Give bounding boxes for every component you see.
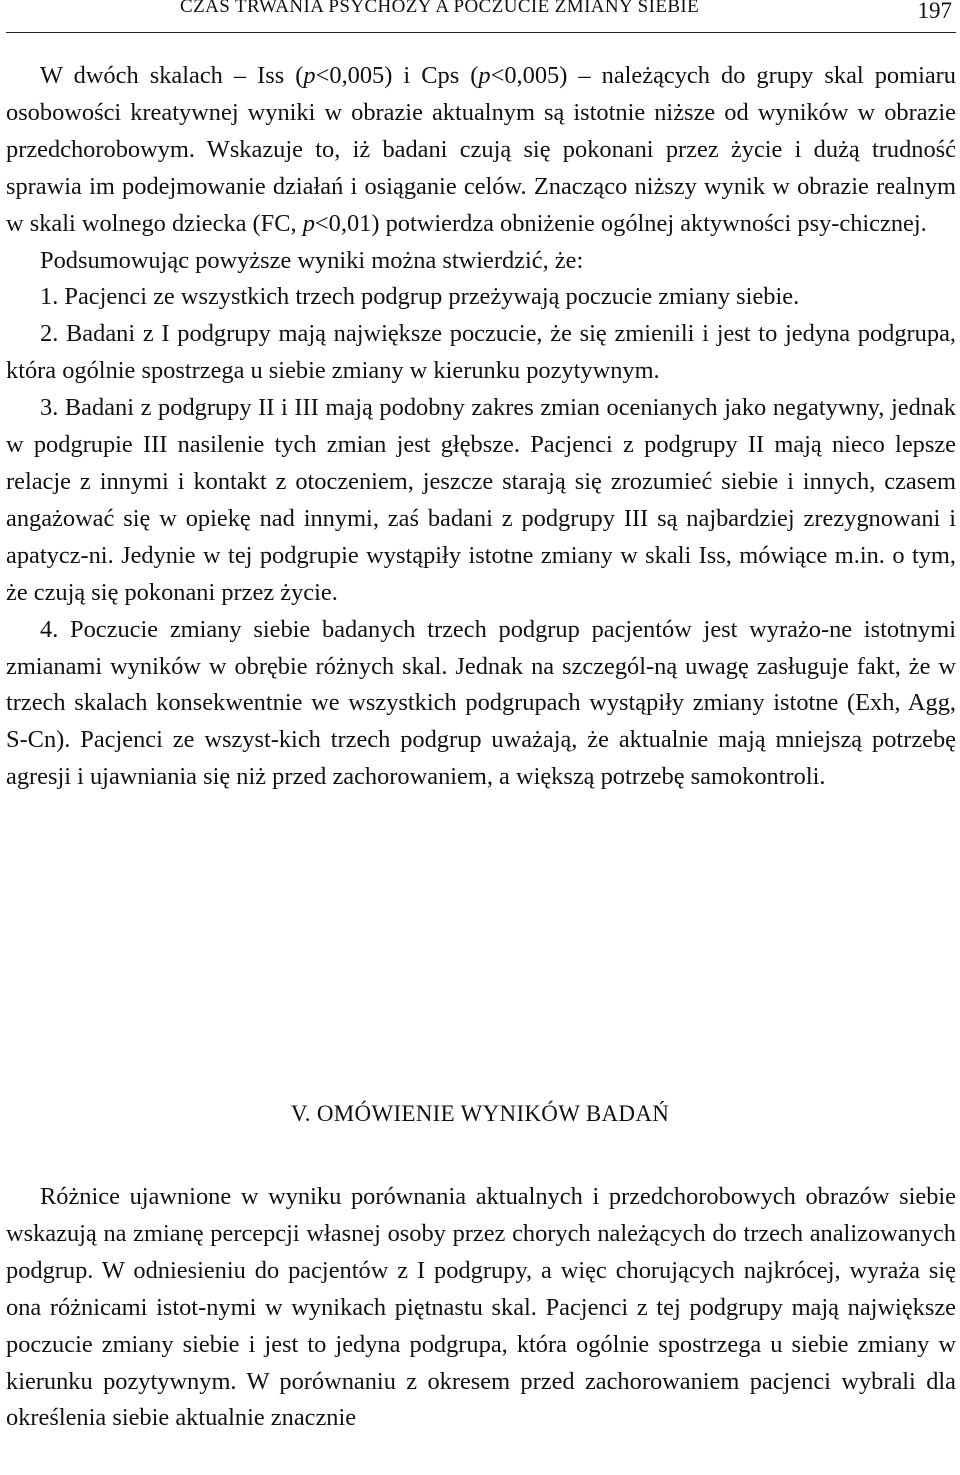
- p-value-symbol: p: [478, 62, 491, 89]
- header-rule: [6, 32, 956, 33]
- paragraph-iss-cps: W dwóch skalach – Iss (p<0,005) i Cps (p<0,005) – należących do grupy skal pomiaru osobowości kreatywnej wyniki w obrazie aktualnym są istotnie niższe od wyników w obrazie przedchorobowym. Wskazuje to, iż badani czują się pokonani przez życie i dużą trudność sprawia im podejmowanie działań i osiąganie celów. Znacząco niższy wynik w obrazie realnym w skali wolnego dziecka (FC, p<0,01) potwierdza obniżenie ogólnej aktywności psy-chicznej.: [6, 62, 957, 237]
- paragraph-conclusion-3: 3. Badani z podgrupy II i III mają podobny zakres zmian ocenianych jako negatywny, jednak w podgrupie III nasilenie tych zmian jest głębsze. Pacjenci z podgrupy II mają nieco lepsze relacje z innymi i kontakt z otoczeniem, jeszcze starają się zrozumieć siebie i innych, czasem angażować się w opiekę nad innymi, zaś badani z podgrupy III są najbardziej zrezygnowani i apatycz-ni. Jedynie w tej podgrupie wystąpiły istotne zmiany w skali Iss, mówiące m.in. o tym, że czują się pokonani przez życie.: [6, 394, 956, 606]
- paragraph-conclusion-1: 1. Pacjenci ze wszystkich trzech podgrup przeżywają poczucie zmiany siebie.: [40, 283, 800, 311]
- paragraph-conclusion-2: 2. Badani z I podgrupy mają największe poczucie, że się zmienili i jest to jedyna podgrupa, która ogólnie spostrzega u siebie zmiany w kierunku pozytywnym.: [6, 320, 956, 385]
- paragraph-summary-intro: Podsumowując powyższe wyniki można stwierdzić, że:: [40, 246, 584, 274]
- p-value-symbol: p: [303, 62, 316, 89]
- page-header: [0, 0, 960, 32]
- paragraph-discussion-1: Różnice ujawnione w wyniku porównania aktualnych i przedchorobowych obrazów siebie wskazują na zmianę percepcji własnej osoby przez chorych należących do trzech analizowanych podgrup. W odniesieniu do pacjentów z I podgrupy, a więc chorujących najkrócej, wyraża się ona różnicami istot-nymi w wynikach piętnastu skal. Pacjenci z tej podgrupy mają największe poczucie zmiany siebie i jest to jedyna podgrupa, która ogólnie spostrzega u siebie zmiany w kierunku pozytywnym. W porównaniu z okresem przed zachorowaniem pacjenci wybrali dla określenia siebie aktualnie znacznie: [6, 1183, 956, 1432]
- results-summary-section: [6, 58, 956, 796]
- discussion-section: [6, 1179, 956, 1437]
- paragraph-conclusion-4: 4. Poczucie zmiany siebie badanych trzech podgrup pacjentów jest wyrażo-ne istotnymi zmianami wyników w obrębie różnych skal. Jednak na szczegól-ną uwagę zasługuje fakt, że w trzech skalach konsekwentnie we wszystkich podgrupach wystąpiły zmiany istotne (Exh, Agg, S-Cn). Pacjenci ze wszyst-kich trzech podgrup uważają, że aktualnie mają mniejszą potrzebę agresji i ujawniania się niż przed zachorowaniem, a większą potrzebę samokontroli.: [6, 615, 956, 791]
- running-head: CZAS TRWANIA PSYCHOZY A POCZUCIE ZMIANY SIEBIE: [180, 0, 700, 17]
- p-value-symbol: p: [302, 209, 315, 237]
- page-number: 197: [917, 0, 952, 23]
- section-heading: V. OMÓWIENIE WYNIKÓW BADAŃ: [290, 1101, 670, 1126]
